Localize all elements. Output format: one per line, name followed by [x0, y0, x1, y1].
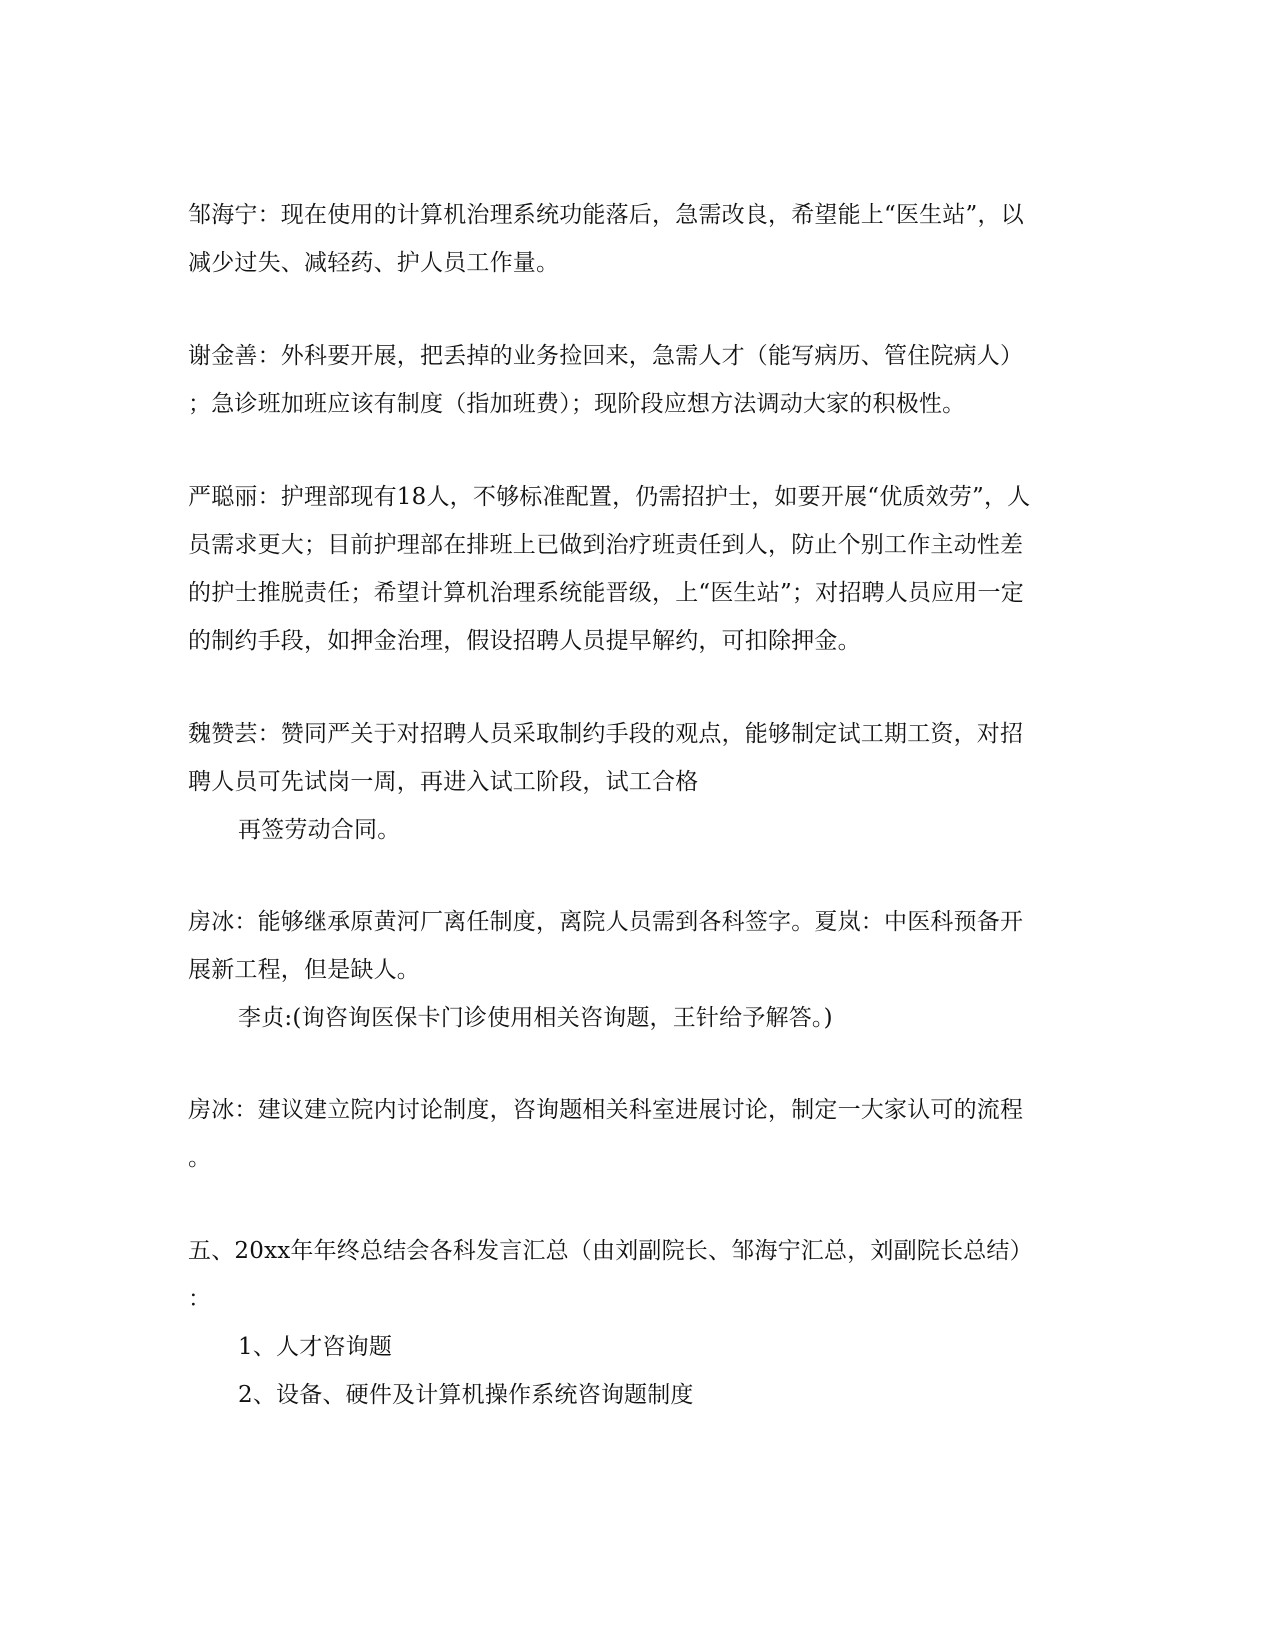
paragraph-yan-line-1: 严聪丽：护理部现有18人，不够标准配置，仍需招护士，如要开展“优质效劳”，人: [188, 484, 1031, 510]
paragraph-fang-proposal-line-1: 房冰：建议建立院内讨论制度，咨询题相关科室进展讨论，制定一大家认可的流程: [188, 1097, 1024, 1123]
paragraph-wei-line-1: 魏赞芸：赞同严关于对招聘人员采取制约手段的观点，能够制定试工期工资，对招: [188, 721, 1024, 747]
paragraph-zou-line-2: 减少过失、减轻药、护人员工作量。: [188, 250, 560, 276]
paragraph-li-line: 李贞:(询咨询医保卡门诊使用相关咨询题，王针给予解答。): [238, 1005, 833, 1031]
list-item-1: 1、人才咨询题: [238, 1334, 393, 1360]
paragraph-wei-line-3: 再签劳动合同。: [238, 817, 401, 843]
section-heading-line-1: 五、20xx年年终总结会各科发言汇总（由刘副院长、邹海宁汇总，刘副院长总结）: [188, 1238, 1033, 1264]
paragraph-xie-line-1: 谢金善：外科要开展，把丢掉的业务捡回来，急需人才（能写病历、管住院病人）: [188, 343, 1024, 369]
paragraph-fang-proposal-line-2: 。: [188, 1145, 212, 1171]
paragraph-wei-line-2: 聘人员可先试岗一周，再进入试工阶段，试工合格: [188, 769, 699, 795]
paragraph-yan-line-4: 的制约手段，如押金治理，假设招聘人员提早解约，可扣除押金。: [188, 628, 861, 654]
paragraph-yan-line-3: 的护士推脱责任；希望计算机治理系统能晋级，上“医生站”；对招聘人员应用一定: [188, 580, 1024, 606]
paragraph-fang-line-2: 展新工程，但是缺人。: [188, 957, 420, 983]
list-item-2: 2、设备、硬件及计算机操作系统咨询题制度: [238, 1382, 694, 1408]
section-heading-line-2: ：: [188, 1286, 212, 1312]
paragraph-zou-line-1: 邹海宁：现在使用的计算机治理系统功能落后，急需改良，希望能上“医生站”，以: [188, 202, 1024, 228]
paragraph-yan-line-2: 员需求更大；目前护理部在排班上已做到治疗班责任到人，防止个别工作主动性差: [188, 532, 1024, 558]
paragraph-xie-line-2: ；急诊班加班应该有制度（指加班费）；现阶段应想方法调动大家的积极性。: [188, 391, 966, 417]
paragraph-fang-line-1: 房冰：能够继承原黄河厂离任制度，离院人员需到各科签字。夏岚：中医科预备开: [188, 909, 1024, 935]
